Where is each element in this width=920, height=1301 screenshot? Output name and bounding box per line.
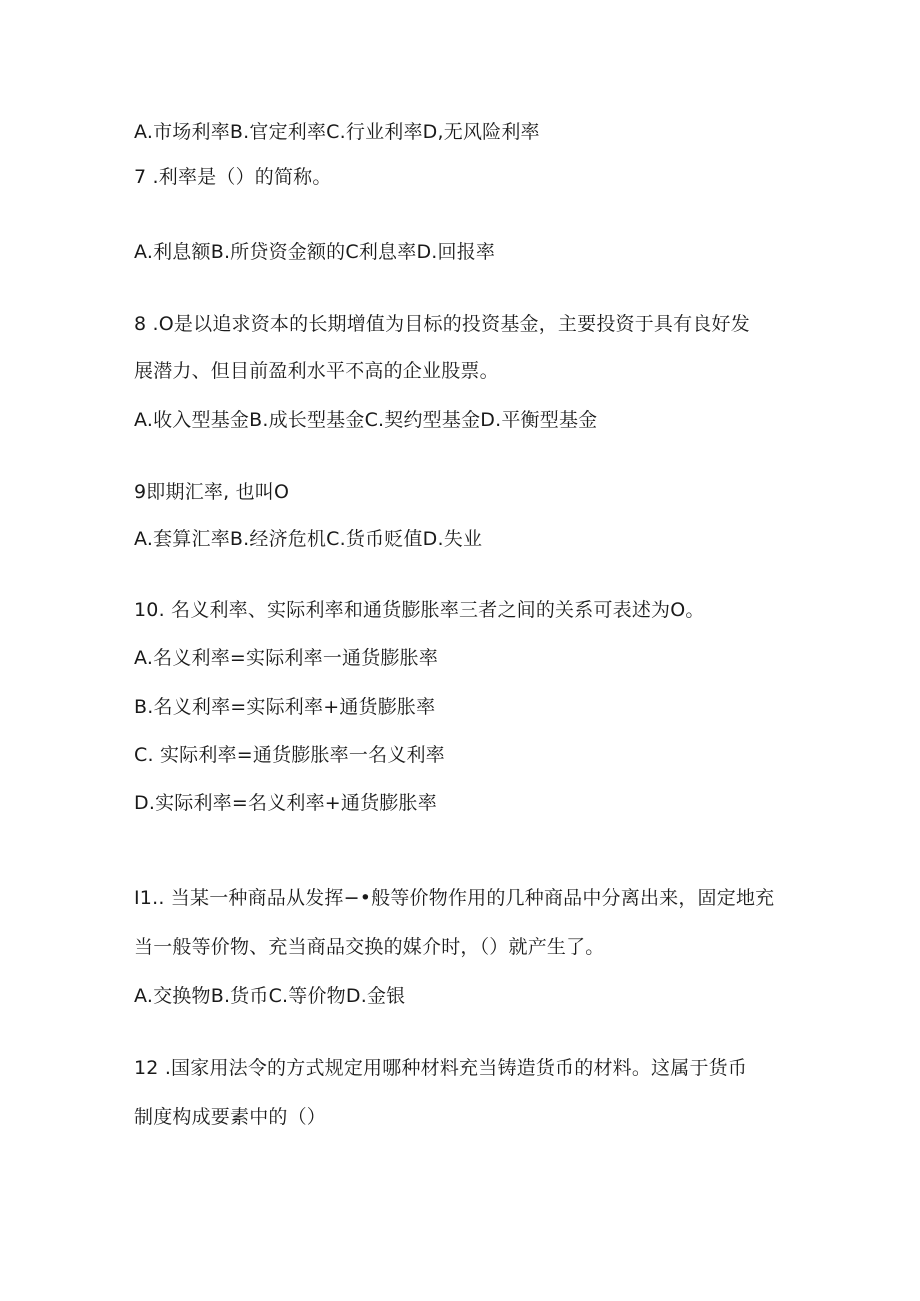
- q11-question-line1: I1.. 当某一种商品从发挥−•般等价物作用的几种商品中分离出来，固定地充: [134, 887, 775, 909]
- q7-options: A.利息额B.所贷资金额的C利息率D.回报率: [134, 241, 496, 263]
- q10-option-d: D.实际利率=名义利率+通货膨胀率: [134, 792, 437, 814]
- q12-question-line2: 制度构成要素中的（）: [134, 1106, 327, 1128]
- q8-question-line1: 8 .O是以追求资本的长期增值为目标的投资基金，主要投资于具有良好发: [134, 313, 750, 335]
- q8-question-line2: 展潜力、但目前盈利水平不高的企业股票。: [134, 360, 499, 382]
- q9-options: A.套算汇率B.经济危机C.货币贬值D.失业: [134, 528, 483, 550]
- q9-question: 9即期汇率, 也叫O: [134, 481, 290, 503]
- q10-option-a: A.名义利率=实际利率一通货膨胀率: [134, 647, 439, 669]
- q12-question-line1: 12 .国家用法令的方式规定用哪种材料充当铸造货币的材料。这属于货币: [134, 1057, 748, 1079]
- q6-options: A.市场利率B.官定利率C.行业利率D,无风险利率: [134, 121, 540, 143]
- q10-question: 10. 名义利率、实际利率和通货膨胀率三者之间的关系可表述为O。: [134, 599, 705, 621]
- q10-option-b: B.名义利率=实际利率+通货膨胀率: [134, 696, 436, 718]
- q8-options: A.收入型基金B.成长型基金C.契约型基金D.平衡型基金: [134, 409, 598, 431]
- q7-question: 7 .利率是（）的简称。: [134, 166, 332, 188]
- q11-options: A.交换物B.货币C.等价物D.金银: [134, 985, 406, 1007]
- q11-question-line2: 当一般等价物、充当商品交换的媒介时，（）就产生了。: [134, 936, 605, 958]
- q10-option-c: C. 实际利率=通货膨胀率一名义利率: [134, 744, 445, 766]
